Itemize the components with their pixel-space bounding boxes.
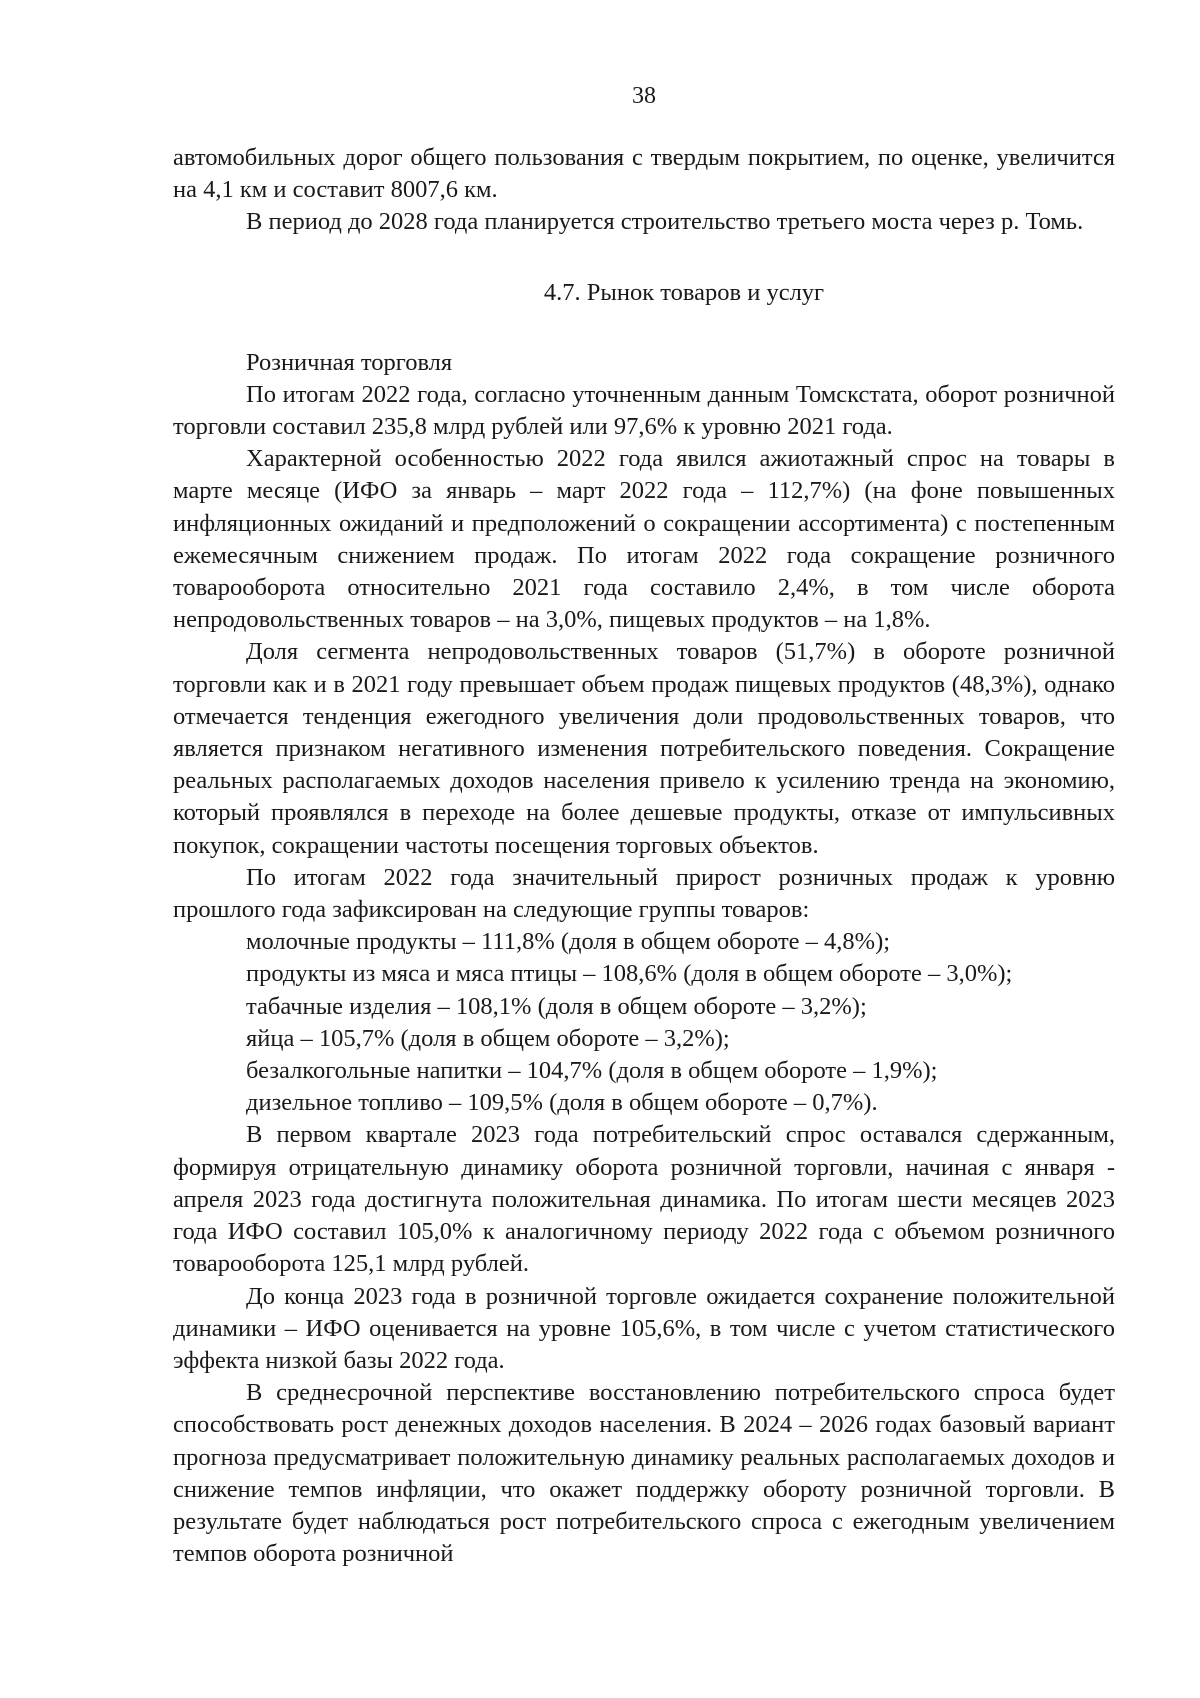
list-item: продукты из мяса и мяса птицы – 108,6% (доля в общем обороте – 3,0%); xyxy=(246,960,1013,988)
page-number: 38 xyxy=(632,83,656,109)
section-heading: 4.7. Рынок товаров и услуг xyxy=(543,278,825,306)
list-item: дизельное топливо – 109,5% (доля в общем обороте – 0,7%). xyxy=(246,1089,878,1117)
paragraph-end-2023: До конца 2023 года в розничной торговле ожидается сохранение положительной динамики – ИФО оценивается на уровне 105,6%, в том числе с учетом статистического эффекта низкой базы 2022 года. xyxy=(173,1282,1115,1374)
paragraph-q1-2023: В первом квартале 2023 года потребительский спрос оставался сдержанным, формируя отрицательную динамику оборота розничной торговли, начиная с января - апреля 2023 года достигнута положительная динамика. По итогам шести месяцев 2023 года ИФО составил 105,0% к аналогичному периоду 2022 года с объемом розничного товарооборота 125,1 млрд рублей. xyxy=(173,1121,1115,1278)
paragraph-demand-features: Характерной особенностью 2022 года явился ажиотажный спрос на товары в марте месяце (ИФО за январь – март 2022 года – 112,7%) (на фоне повышенных инфляционных ожиданий и предположений о сокращении ассортимента) с постепенным ежемесячным снижением продаж. По итогам 2022 года сокращение розничного товарооборота относительно 2021 года составило 2,4%, в том числе оборота непродовольственных товаров – на 3,0%, пищевых продуктов – на 1,8%. xyxy=(173,445,1115,634)
paragraph-medium-term: В среднесрочной перспективе восстановлению потребительского спроса будет способствовать рост денежных доходов населения. В 2024 – 2026 годах базовый вариант прогноза предусматривает положительную динамику реальных располагаемых доходов и снижение темпов инфляции, что окажет поддержку обороту розничной торговли. В результате будет наблюдаться рост потребительского спроса с ежегодным увеличением темпов оборота розничной xyxy=(173,1379,1115,1568)
paragraph-bridge: В период до 2028 года планируется строительство третьего моста через р. Томь. xyxy=(246,208,1084,236)
subsection-heading: Розничная торговля xyxy=(246,348,453,376)
paragraph-roads: автомобильных дорог общего пользования с твердым покрытием, по оценке, увеличится на 4,1 км и составит 8007,6 км. xyxy=(173,144,1115,204)
list-item: табачные изделия – 108,1% (доля в общем обороте – 3,2%); xyxy=(246,992,867,1020)
paragraph-segment-share: Доля сегмента непродовольственных товаров (51,7%) в обороте розничной торговли как и в 2021 году превышает объем продаж пищевых продуктов (48,3%), однако отмечается тенденция ежегодного увеличения доли продовольственных товаров, что является признаком негативного изменения потребительского поведения. Сокращение реальных располагаемых доходов населения привело к усилению тренда на экономию, который проявлялся в переходе на более дешевые продукты, отказе от импульсивных покупок, сокращении частоты посещения торговых объектов. xyxy=(173,638,1115,859)
paragraph-turnover-2022: По итогам 2022 года, согласно уточненным данным Томскстата, оборот розничной торговли составил 235,8 млрд рублей или 97,6% к уровню 2021 года. xyxy=(173,380,1115,441)
list-item: яйца – 105,7% (доля в общем обороте – 3,2%); xyxy=(246,1024,730,1052)
document-page xyxy=(173,80,1115,1570)
product-group-list xyxy=(173,926,1115,1119)
list-item: молочные продукты – 111,8% (доля в общем обороте – 4,8%); xyxy=(246,928,891,956)
paragraph-growth-groups: По итогам 2022 года значительный прирост розничных продаж к уровню прошлого года зафиксирован на следующие группы товаров: xyxy=(173,863,1115,924)
list-item: безалкогольные напитки – 104,7% (доля в общем обороте – 1,9%); xyxy=(246,1057,938,1085)
